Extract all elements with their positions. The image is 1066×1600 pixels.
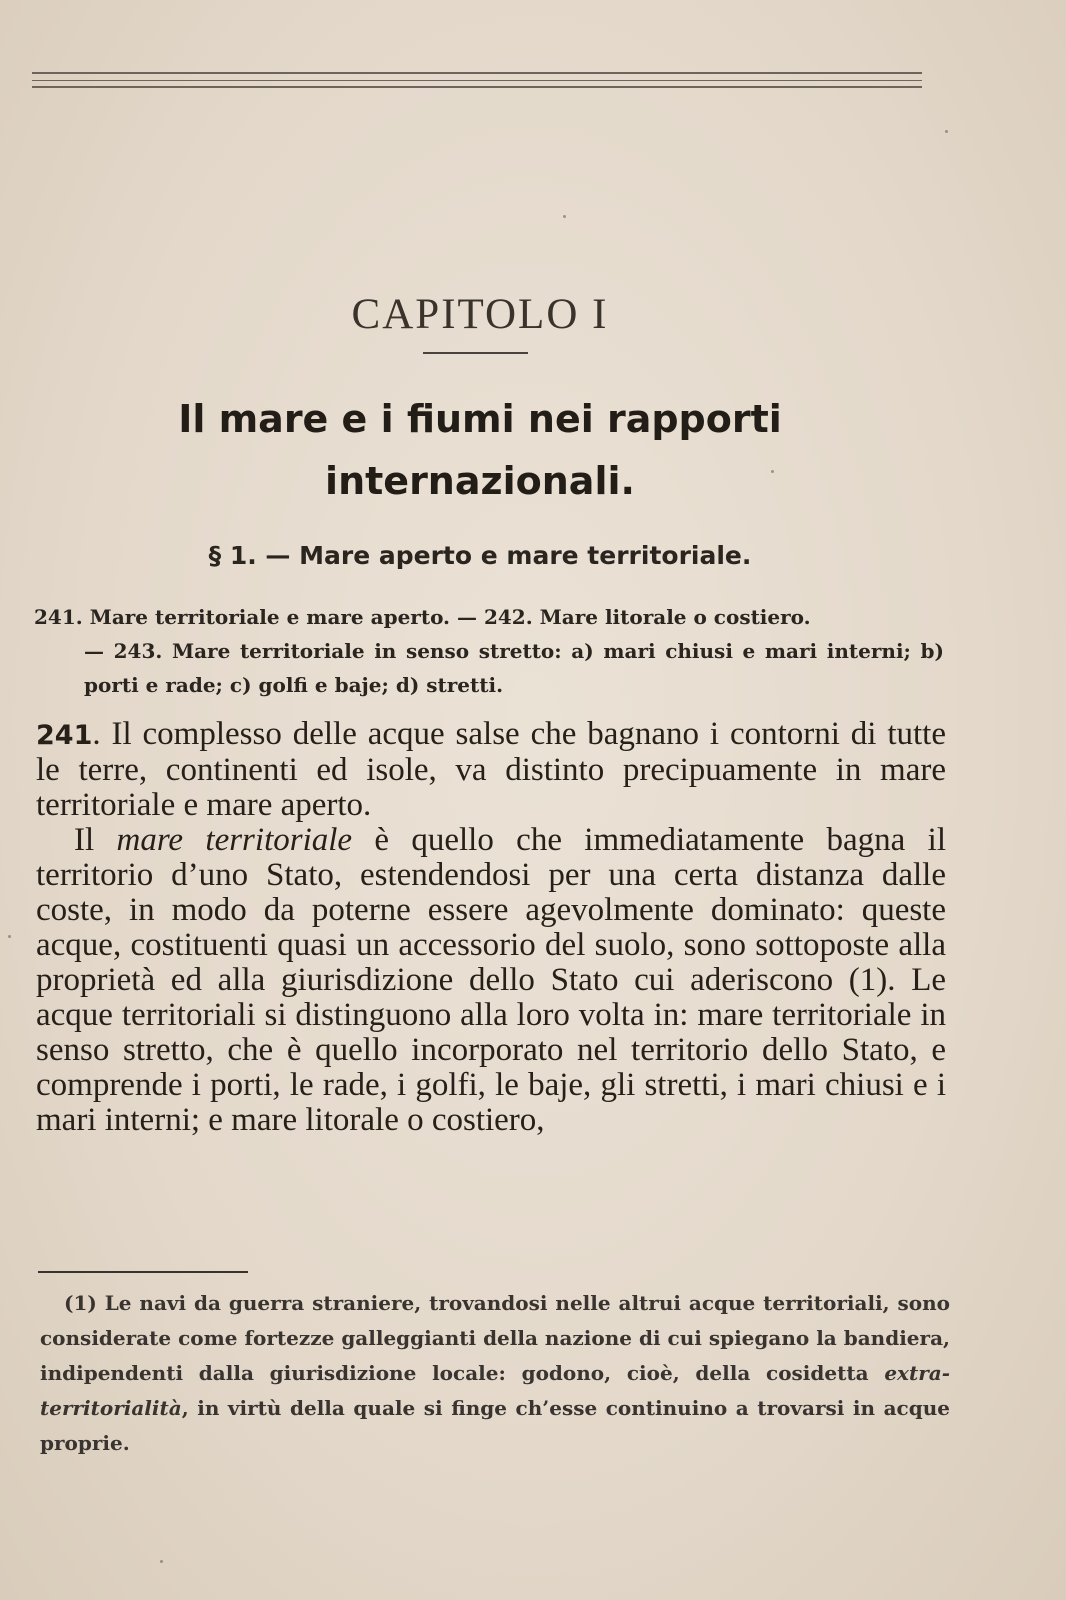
chapter-divider — [423, 352, 528, 354]
paper-speck — [8, 935, 11, 938]
emphasized-term: mare territoriale — [116, 822, 353, 858]
chapter-title-line: internazionali. — [325, 459, 635, 503]
paragraph — [36, 823, 946, 1138]
paper-speck — [563, 215, 566, 218]
summary-line: — 243. Mare territoriale in senso stretto: a) mari chiusi e mari interni; b) porti e rade; c) golfi e baje; d) stretti. — [84, 639, 944, 697]
chapter-title-line: Il mare e i fiumi nei rapporti — [178, 397, 782, 441]
paper-speck — [771, 470, 774, 473]
paragraph-text: Il — [74, 822, 117, 858]
section-heading: § 1. — Mare aperto e mare territoriale. — [208, 541, 752, 570]
body-text — [36, 717, 946, 1138]
paragraph-text: è quello che immediatamente bagna il territorio d’uno Stato, estendendosi per una certa distanza dalle coste, in modo da poterne essere agevolmente dominato: queste acque, costituenti quasi un accessorio del suolo, sono sottoposte alla proprietà ed alla giurisdizione dello Stato cui aderiscono (1). Le acque territoriali si distinguono alla loro volta in: mare territoriale in senso stretto, che è quello incorporato nel territorio dello Stato, e comprende i porti, le rade, i golfi, le baje, gli stretti, i mari chiusi e i mari interni; e mare litorale o costiero, — [36, 822, 946, 1138]
chapter-title — [0, 388, 960, 512]
paragraph — [36, 717, 946, 823]
paper-speck — [160, 1560, 163, 1563]
footnote-text: , in virtù della quale si finge ch’esse continuino a trovarsi in acque proprie. — [40, 1396, 950, 1455]
paragraph-number: 241 — [36, 720, 93, 751]
paragraph-text: . Il complesso delle acque salse che bagnano i contorni di tutte le terre, continenti ed isole, va distinto precipuamente in mare territoriale e mare aperto. — [36, 716, 946, 823]
header-rule — [32, 80, 922, 81]
chapter-label: CAPITOLO I — [351, 291, 609, 338]
footnote-rule — [38, 1271, 248, 1273]
section-summary — [34, 600, 944, 702]
summary-line: 241. Mare territoriale e mare aperto. — 242. Mare litorale o costiero. — [34, 605, 811, 629]
header-rule — [32, 86, 922, 88]
footnote — [40, 1286, 950, 1461]
paper-speck — [945, 130, 948, 133]
header-rule — [32, 72, 922, 74]
footnote-text: (1) Le navi da guerra straniere, trovandosi nelle altrui acque territoriali, sono considerate come fortezze galleggianti della nazione di cui spiegano la bandiera, indipendenti dalla giurisdizione locale: godono, cioè, della cosidetta — [40, 1291, 950, 1385]
footnote-term: extra-territorialità — [40, 1361, 950, 1420]
